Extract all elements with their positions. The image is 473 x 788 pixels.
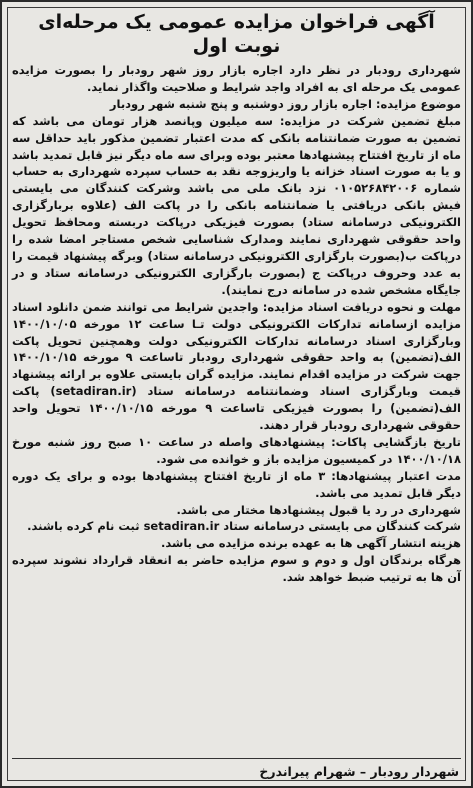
- subject-paragraph: موضوع مزایده: اجاره بازار روز دوشنبه و پنج شنبه شهر رودبار: [109, 96, 461, 111]
- notice-title: آگهی فراخوان مزایده عمومی یک مرحله‌ای: [38, 11, 435, 33]
- publication-cost-paragraph: هزینه انتشار آگهی ها به عهده برنده مزایده می باشد.: [161, 536, 461, 551]
- signature-line: شهردار رودبار – شهرام پیراندرخ: [259, 764, 459, 779]
- notice-body: [12, 62, 461, 586]
- intro-paragraph: شهرداری رودبار در نظر دارد اجاره بازار روز شهر رودبار را بصورت مزایده عمومی یک مرحله ای به افراد واجد شرایط و صلاحیت واگذار نماید.: [12, 63, 461, 94]
- forfeit-paragraph: هرگاه برندگان اول و دوم و سوم مزایده حاضر به انعقاد قرارداد نشوند سپرده آن ها به ترتیب ضبط خواهد شد.: [12, 553, 461, 585]
- registration-paragraph: شرکت کنندگان می بایستی درسامانه ستاد setadiran.ir ثبت نام کرده باشند.: [27, 519, 461, 534]
- guarantee-paragraph: مبلغ تضمین شرکت در مزایده: سه میلیون وپانصد هزار تومان می باشد که تضمین به صورت ضمانتنامه بانکی که مدت اعتبار تضمین مذکور باید حداقل سه ماه از تاریخ افتتاح پیشنهادها معتبر بوده وبرای سه ماه دیگر نیز قابل تمدید باشد و یا به صورت اسناد خزانه یا واریزوجه نقد به حساب سپرده شهرداری به حساب شماره ۰۱۰۵۲۶۸۴۲۰۰۶ نزد بانک ملی می باشد وشرکت کنندگان می بایستی فیش بانکی دریافتی یا ضمانتنامه بانکی را در پاکت الف (علاوه بربارگزاری الکترونیکی درسامانه ستاد) بصورت فیزیکی درپاکت دربسته ومحافظ تحویل واحد حقوقی شهرداری نمایند ومدارک شناسایی شخص مستاجر امضا شده را درپاکت ب(بصورت بارگزاری الکترونیکی درسامانه ستاد) وبرگه پیشنهاد قیمت را به عدد وحروف درپاکت ج (بصورت بارگزاری الکترونیکی درسامانه ستاد و در جایگاه مشخص شده در سامانه درج نمایند).: [12, 113, 461, 297]
- validity-paragraph: مدت اعتبار پیشنهادها: ۳ ماه از تاریخ افتتاح پیشنهادها بوده و برای یک دوره دیگر قابل تمدید می باشد.: [12, 468, 461, 500]
- rejection-right-paragraph: شهرداری در رد یا قبول پیشنهادها مختار می باشد.: [176, 502, 461, 517]
- deadline-paragraph: مهلت و نحوه دریافت اسناد مزایده: واجدین شرایط می توانند ضمن دانلود اسناد مزایده ازسامانه تدارکات الکترونیکی دولت تـا ساعت ۱۲ مورخه ۱۴۰۰/۱۰/۰۵ وبارگزاری اسناد درسامانه تدارکات الکترونیکی دولت وهمچنین تحویل پاکت الف(تضمین) به واحد حقوقی شهرداری رودبار تاساعت ۹ مورخه ۱۴۰۰/۱۰/۱۵ جهت شرکت در مزایده اقدام نمایند. مزایده گران بایستی علاوه بر ارائه پیشنهاد قیمت وبارگزاری اسناد وضمانتنامه درسامانه ستاد (setadiran.ir) پاکت الف(تضمین) را بصورت فیزیکی تاساعت ۹ مورخه ۱۴۰۰/۱۰/۱۵ تحویل واحد حقوقی شهرداری رودبار قرار دهند.: [12, 299, 461, 433]
- opening-date-paragraph: تاریخ بازگشایی پاکات: پیشنهادهای واصله در ساعت ۱۰ صبح روز شنبه مورخ ۱۴۰۰/۱۰/۱۸ در کمیسیون مزایده باز و خوانده می شود.: [12, 434, 461, 466]
- signature-divider: [12, 758, 461, 759]
- notice-round: نوبت اول: [192, 35, 281, 57]
